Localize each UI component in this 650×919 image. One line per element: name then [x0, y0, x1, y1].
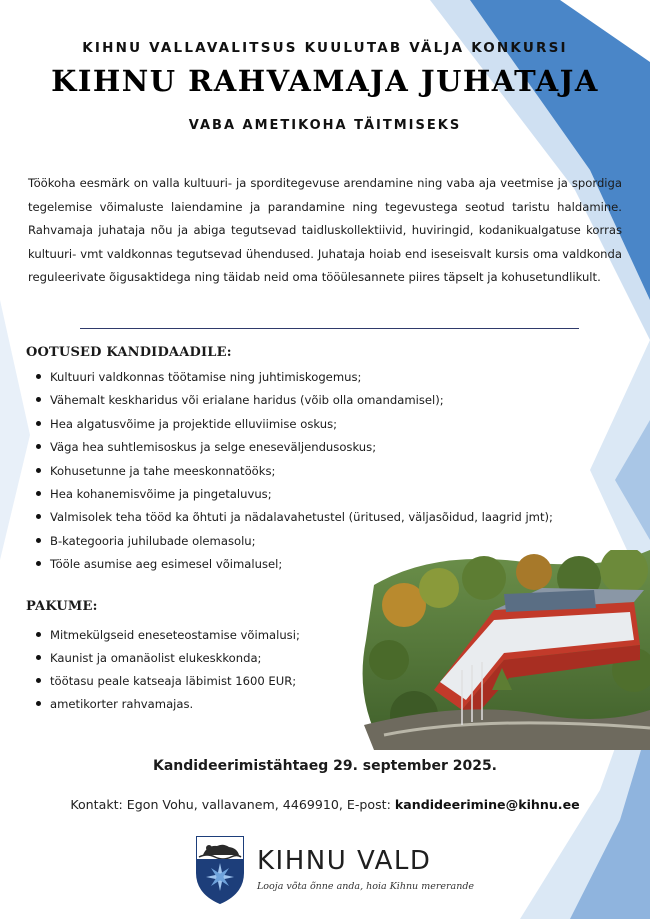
seal-crest-icon	[193, 835, 247, 905]
page-title: KIHNU RAHVAMAJA JUHATAJA	[51, 64, 599, 98]
list-item: Kohusetunne ja tahe meeskonnatööks;	[34, 460, 553, 483]
brand-name: KIHNU VALD	[257, 846, 432, 876]
brand-motto: Looja võta õnne anda, hoia Kihnu mererande	[257, 881, 475, 892]
list-item: Hea algatusvõime ja projektide elluviimise oskus;	[34, 413, 553, 436]
list-item: Hea kohanemisvõime ja pingetaluvus;	[34, 483, 553, 506]
job-description: Töökoha eesmärk on valla kultuuri- ja sporditegevuse arendamine ning vaba aja veetmise ja spordiga tegelemise võimaluste laiendamine ja parandamine ning tegevustega seotud taristu haldamine. Rahvamaja juhataja nõu ja abiga tegutsevad taidluskollektiivid, huviringid, kodanikualgatuse korras kultuuri- vmt valdkonnas tegutsevad ühendused. Juhataja hoiab end iseseisvalt kursis oma valdkonda reguleerivate õigusaktidega ning täidab neid oma tööülesannete piires täpselt ja kohusetundlikult.	[28, 176, 622, 285]
page-subtitle: VABA AMETIKOHA TÄITMISEKS	[188, 118, 462, 133]
section-divider	[80, 328, 579, 329]
offer-heading: PAKUME:	[26, 599, 98, 614]
building-photo	[344, 550, 650, 750]
offer-list	[34, 624, 300, 716]
expectations-heading: OOTUSED KANDIDAADILE:	[26, 345, 232, 360]
announcement-kicker: KIHNU VALLAVALITSUS KUULUTAB VÄLJA KONKURSI	[82, 40, 568, 56]
expectations-list	[34, 366, 553, 577]
list-item: ametikorter rahvamajas.	[34, 693, 300, 716]
list-item: Väga hea suhtlemisoskus ja selge eneseväljendusoskus;	[34, 436, 553, 459]
list-item: Tööle asumise aeg esimesel võimalusel;	[34, 553, 553, 576]
contact-line	[0, 797, 650, 812]
list-item: B-kategooria juhilubade olemasolu;	[34, 530, 553, 553]
list-item: Valmisolek teha tööd ka õhtuti ja nädalavahetustel (üritused, väljasõidud, laagrid jmt);	[34, 506, 553, 529]
list-item: töötasu peale katseaja läbimist 1600 EUR;	[34, 670, 300, 693]
contact-email-link[interactable]: kandideerimine@kihnu.ee	[394, 797, 580, 812]
list-item: Vähemalt keskharidus või erialane haridus (võib olla omandamisel);	[34, 389, 553, 412]
contact-text: Kontakt: Egon Vohu, vallavanem, 4469910, E-post:	[70, 797, 395, 812]
list-item: Mitmekülgseid eneseteostamise võimalusi;	[34, 624, 300, 647]
list-item: Kultuuri valdkonnas töötamise ning juhtimiskogemus;	[34, 366, 553, 389]
application-deadline: Kandideerimistähtaeg 29. september 2025.	[152, 758, 498, 774]
list-item: Kaunist ja omanäolist elukeskkonda;	[34, 647, 300, 670]
